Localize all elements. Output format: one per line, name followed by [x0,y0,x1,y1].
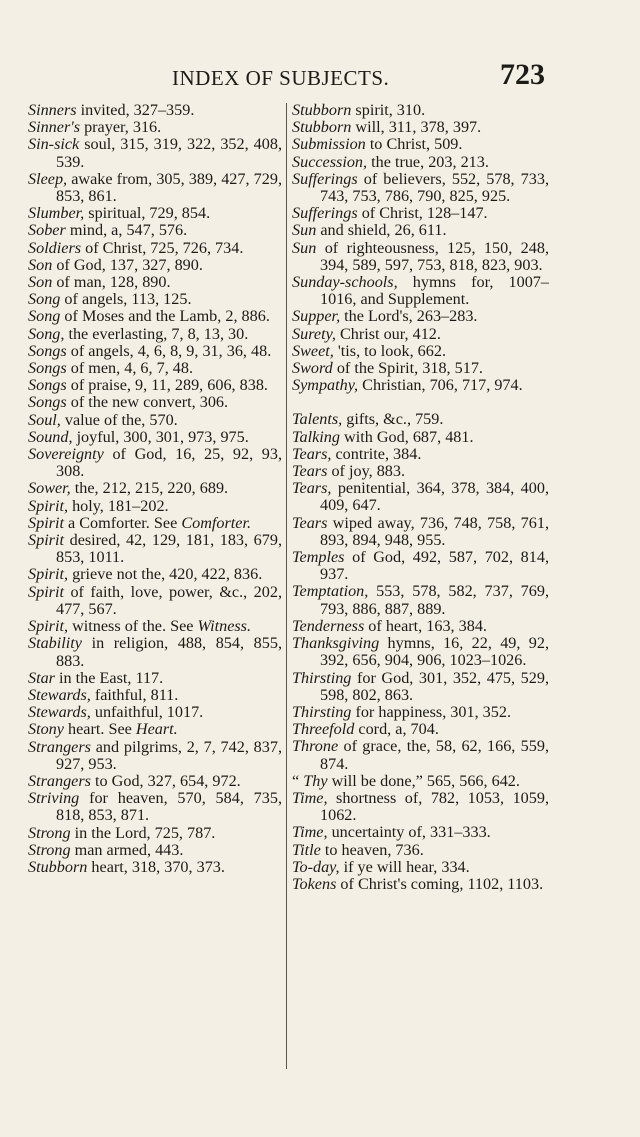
entry-term: Tenderness [292,616,365,635]
entry-term: Sufferings [292,169,358,188]
entry-term: Sovereignty [28,445,104,464]
entry-term: Son [28,255,53,274]
entry-references: the Lord's, 263–283. [340,307,478,326]
entry-references: of angels, 4, 6, 8, 9, 31, 36, 48. [66,341,272,360]
entry-references: of the Spirit, 318, 517. [332,359,483,378]
entry-references: to Christ, 509. [365,135,463,154]
page-number: 723 [500,58,545,91]
entry-term: To-day, [292,857,340,876]
entry-term: Sober [28,221,66,240]
entry-term: Sound, [28,427,73,446]
entry-term: Stewards, [28,685,91,704]
entry-term: Songs [28,359,67,378]
entry-references: prayer, 316. [80,118,162,137]
entry-references: faithful, 811. [90,685,179,704]
index-entry [292,635,549,669]
entry-references: shortness of, 782, 1053, 1059, 1062. [320,788,549,825]
index-entry [292,446,549,463]
index-entry [292,377,549,394]
index-entry [28,205,282,222]
index-entry [292,102,549,119]
entry-term: Songs [28,393,67,412]
index-entry [28,721,282,738]
entry-term: Star [28,668,55,687]
entry-term: Tears, [292,479,332,498]
entry-see-target: Comforter. [181,513,252,532]
entry-references: 'tis, to look, 662. [333,341,447,360]
entry-references: of God, 137, 327, 890. [52,255,203,274]
index-entry [292,618,549,635]
entry-references: a Comforter. See [63,513,182,532]
entry-references: Christ our, 412. [335,324,441,343]
entry-references: 553, 578, 582, 737, 769, 793, 886, 887, 889. [320,582,549,618]
entry-see-target: Heart. [135,720,178,739]
entry-references: penitential, 364, 378, 384, 400, 409, 647. [320,479,549,515]
index-entry [292,429,549,446]
entry-references: of joy, 883. [327,462,406,481]
index-entry [28,618,282,635]
index-entry [292,549,549,583]
index-entry [28,480,282,497]
entry-references: in the East, 117. [55,668,164,687]
index-entry [28,704,282,721]
index-entry [28,119,282,136]
entry-term: Thirsting [292,702,352,721]
entry-term: Supper, [292,307,341,326]
index-entry [28,257,282,274]
entry-references: and pilgrims, 2, 7, 742, 837, 927, 953. [56,737,282,773]
entry-term: Thy [303,771,328,790]
index-entry [292,154,549,171]
index-entry [292,360,549,377]
entry-term: Slumber, [28,204,85,223]
index-entry [28,171,282,205]
entry-references: Christian, 706, 717, 974. [358,376,523,395]
entry-term: Title [292,840,321,859]
entry-term: Songs [28,341,67,360]
entry-references: in the Lord, 725, 787. [70,823,216,842]
entry-references: will, 311, 378, 397. [351,118,482,137]
entry-references: for heaven, 570, 584, 735, 818, 853, 871. [56,789,282,825]
entry-term: Soldiers [28,238,82,257]
index-column-right [292,102,549,893]
index-entry [292,515,549,549]
entry-term: Spirit [28,531,64,550]
index-entry [292,205,549,222]
index-entry [28,446,282,480]
index-entry [292,222,549,239]
page-header [0,58,640,98]
entry-term: Tokens [292,874,337,893]
index-entry [292,326,549,343]
index-entry [292,274,549,308]
entry-term: Tears [292,462,328,481]
index-entry [28,566,282,583]
index-entry [28,584,282,618]
entry-references: will be done,” 565, 566, 642. [327,771,520,790]
entry-references: of Moses and the Lamb, 2, 886. [60,307,270,326]
entry-references: of man, 128, 890. [52,273,171,292]
entry-references: witness of the. See [68,617,198,636]
index-entry [28,532,282,566]
entry-references: the, 212, 215, 220, 689. [70,479,229,498]
entry-references: hymns, 16, 22, 49, 92, 392, 656, 904, 906, 1023–1026. [320,634,549,670]
entry-term: Stony [28,720,64,739]
index-entry [28,825,282,842]
entry-references: heart. See [63,720,136,739]
entry-references: of righteousness, 125, 150, 248, 394, 589, 597, 753, 818, 823, 903. [316,238,549,274]
entry-references: of Christ, 128–147. [357,204,488,223]
index-entry [292,119,549,136]
index-entry [28,687,282,704]
index-entry [28,377,282,394]
index-entry [292,480,549,514]
letter-section-gap [292,394,549,411]
entry-term: Striving [28,789,80,808]
entry-references: the true, 203, 213. [367,152,489,171]
index-entry [292,790,549,824]
entry-references: if ye will hear, 334. [339,857,470,876]
entry-references: of heart, 163, 384. [364,616,487,635]
index-entry [28,308,282,325]
entry-term: Time, [292,788,328,807]
entry-term: Sinner's [28,118,81,137]
entry-term: Strong [28,840,71,859]
index-entry [28,274,282,291]
entry-references: of Christ's coming, 1102, 1103. [336,874,544,893]
entry-term: Sleep, [28,169,68,188]
index-entry [28,394,282,411]
entry-references: hymns for, 1007–1016, and Supplement. [320,273,549,309]
entry-term: Spirit, [28,617,69,636]
entry-references: of the new convert, 306. [66,393,229,412]
entry-references: gifts, &c., 759. [342,410,444,429]
index-entry [292,411,549,428]
entry-term: Stubborn [292,101,352,119]
entry-term: Song, [28,324,65,343]
entry-term: Spirit [28,513,64,532]
entry-term: Temples [292,548,345,567]
entry-term: Threefold [292,720,355,739]
index-column-left [28,102,282,876]
index-entry [292,773,549,790]
entry-references: soul, 315, 319, 322, 352, 408, 539. [56,135,282,171]
entry-term: Tears [292,513,328,532]
entry-references: spirit, 310. [351,101,426,119]
entry-references: of believers, 552, 578, 733, 743, 753, 786, 790, 825, 925. [320,169,549,206]
index-entry [292,859,549,876]
entry-term: Sweet, [292,341,334,360]
entry-term: Temptation, [292,582,369,601]
entry-term: Song [28,307,61,326]
entry-references: in religion, 488, 854, 855, 883. [56,634,282,670]
index-entry [28,326,282,343]
entry-references: grieve not the, 420, 422, 836. [68,565,263,584]
entry-term: Thirsting [292,668,352,687]
entry-references: and shield, 26, 611. [316,221,447,240]
entry-references: invited, 327–359. [76,101,195,119]
index-entry [292,240,549,274]
entry-term: Succession, [292,152,368,171]
entry-term: Spirit [28,582,64,601]
entry-term: Throne [292,737,339,756]
index-entry [28,670,282,687]
entry-term: Songs [28,376,67,395]
entry-references: holy, 181–202. [68,496,169,515]
entry-references: spiritual, 729, 854. [84,204,211,223]
index-entry [292,704,549,721]
index-entry [292,171,549,205]
entry-references: to heaven, 736. [320,840,424,859]
entry-references: with God, 687, 481. [339,427,474,446]
index-entry [292,721,549,738]
entry-see-target: Witness. [197,617,252,636]
entry-term: Stubborn [292,118,352,137]
entry-term: Tears, [292,444,332,463]
entry-term: Strangers [28,771,91,790]
entry-references: uncertainty of, 331–333. [327,823,491,842]
entry-references: of Christ, 725, 726, 734. [81,238,244,257]
entry-term: Strangers [28,737,91,756]
entry-references: unfaithful, 1017. [90,703,204,722]
index-entry [28,635,282,669]
entry-references: the everlasting, 7, 8, 13, 30. [64,324,249,343]
running-head: INDEX OF SUBJECTS. [172,66,390,90]
entry-term: Spirit, [28,496,69,515]
entry-references: mind, a, 547, 576. [65,221,188,240]
index-entry [292,738,549,772]
index-entry [292,343,549,360]
entry-term: Sunday-schools, [292,273,398,292]
entry-term: Submission [292,135,366,154]
column-divider [286,103,287,1069]
entry-term: Soul, [28,410,61,429]
index-entry [28,515,282,532]
entry-references: of God, 492, 587, 702, 814, 937. [320,548,549,584]
entry-references: to God, 327, 654, 972. [90,771,241,790]
index-entry [28,240,282,257]
entry-term: Strong [28,823,71,842]
entry-references: of angels, 113, 125. [60,290,192,309]
index-entry [28,102,282,119]
entry-references: desired, 42, 129, 181, 183, 679, 853, 1011. [56,531,282,567]
index-entry [292,876,549,893]
entry-term: Stewards, [28,703,91,722]
index-entry [292,583,549,617]
entry-references: for happiness, 301, 352. [351,702,511,721]
index-entry [28,498,282,515]
entry-references: of faith, love, power, &c., 202, 477, 567. [56,582,282,618]
index-entry [28,360,282,377]
index-entry [292,670,549,704]
entry-term: Sympathy, [292,376,359,395]
index-entry [292,824,549,841]
index-entry [28,773,282,790]
entry-references: value of the, 570. [60,410,178,429]
index-entry [28,842,282,859]
index-entry [28,859,282,876]
entry-term: Son [28,273,53,292]
index-entry [292,308,549,325]
entry-references: man armed, 443. [70,840,184,859]
entry-references: wiped away, 736, 748, 758, 761, 893, 894, 948, 955. [320,513,549,549]
entry-term: Talking [292,427,340,446]
entry-term: Sun [292,238,317,257]
entry-term: Time, [292,823,328,842]
entry-term: Sufferings [292,204,358,223]
entry-term: Sinners [28,101,77,119]
entry-prefix: “ [292,771,304,790]
entry-references: of praise, 9, 11, 289, 606, 838. [66,376,268,395]
index-entry [292,463,549,480]
entry-term: Sword [292,359,333,378]
entry-references: awake from, 305, 389, 427, 729, 853, 861. [56,169,282,206]
entry-references: contrite, 384. [331,444,422,463]
index-entry [28,291,282,308]
entry-term: Sower, [28,479,71,498]
entry-references: cord, a, 704. [354,720,439,739]
index-entry [28,790,282,824]
entry-term: Surety, [292,324,336,343]
entry-references: joyful, 300, 301, 973, 975. [72,427,249,446]
entry-term: Song [28,290,61,309]
entry-term: Stability [28,634,82,653]
entry-references: heart, 318, 370, 373. [87,857,225,876]
entry-references: of men, 4, 6, 7, 48. [66,359,194,378]
index-entry [292,842,549,859]
index-entry [28,136,282,170]
index-entry [292,136,549,153]
index-entry [28,429,282,446]
entry-references: of God, 16, 25, 92, 93, 308. [56,445,282,481]
entry-term: Spirit, [28,565,69,584]
entry-term: Sun [292,221,317,240]
entry-references: of grace, the, 58, 62, 166, 559, 874. [320,737,549,773]
index-entry [28,343,282,360]
entry-references: for God, 301, 352, 475, 529, 598, 802, 863. [320,668,549,704]
index-entry [28,739,282,773]
entry-term: Sin-sick [28,135,80,154]
index-entry [28,222,282,239]
entry-term: Stubborn [28,857,88,876]
index-entry [28,412,282,429]
entry-term: Thanksgiving [292,634,380,653]
entry-term: Talents, [292,410,343,429]
